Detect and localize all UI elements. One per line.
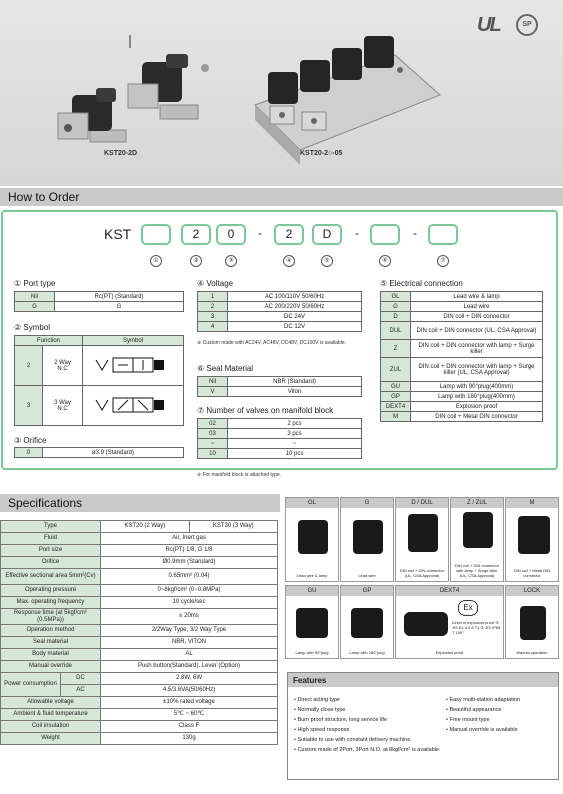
connector-head: GU xyxy=(286,586,338,596)
connector-caption: Lead wire & lamp xyxy=(296,573,328,578)
table-cell: Lamp with 180°plug(400mm) xyxy=(411,392,543,402)
table-cell: 2/2Way Type, 3/2 Way Type xyxy=(101,625,278,637)
table-cell: DIN coil + DIN connector (UL, CSA Approval) xyxy=(411,322,543,340)
table-row xyxy=(1,557,278,569)
port-type-table xyxy=(14,291,184,312)
table-cell: Orifice xyxy=(1,557,101,569)
table-cell: Effective sectional area 5mm²(Cv) xyxy=(1,569,101,585)
table-cell: 02 xyxy=(198,419,228,429)
table-cell: 2 pcs xyxy=(228,419,362,429)
voltage-title: ④ Voltage xyxy=(197,279,234,288)
table-cell: NBR, VITON xyxy=(101,637,278,649)
table-cell: KST20 (2 Way) xyxy=(101,521,190,533)
manifold-note: ※ For manifold block is attached type. xyxy=(197,472,282,478)
code-box-2: 2 xyxy=(181,224,211,245)
table-row xyxy=(1,649,278,661)
port-type-title: ① Port type xyxy=(14,279,56,288)
table-cell: DIN coil + DIN connector with lamp + Surge killer xyxy=(411,340,543,358)
symbol-table xyxy=(14,335,184,426)
feature-item: • High speed response xyxy=(294,727,350,733)
feature-item: • Burn proof structure, long service life xyxy=(294,717,388,723)
table-cell: Nil xyxy=(15,292,55,302)
table-cell: Weight xyxy=(1,733,101,745)
ul-logo: UL xyxy=(477,14,500,36)
code-number-2: ② xyxy=(190,255,202,267)
coil-image xyxy=(404,612,448,636)
coil-image xyxy=(463,512,493,548)
table-row xyxy=(15,292,184,302)
code-number-4: ④ xyxy=(283,255,295,267)
connector-caption: Lead wire xyxy=(358,573,376,578)
table-cell: Operation method xyxy=(1,625,101,637)
connector-head: M xyxy=(506,498,558,508)
table-row xyxy=(198,387,362,397)
table-cell: 10 pcs xyxy=(228,449,362,459)
specifications-title: Specifications xyxy=(8,496,83,510)
table-cell: Push button(Standard), Lever (Option) xyxy=(101,661,278,673)
table-row xyxy=(1,521,278,533)
table-cell: NBR (Standard) xyxy=(228,377,362,387)
table-cell: ≤ 20ms xyxy=(101,609,278,625)
table-row xyxy=(198,312,362,322)
table-cell: GP xyxy=(381,392,411,402)
feature-item: • Manual override is available xyxy=(446,727,518,733)
connector-caption: DIN coil + DIN connector (UL, CSA Approval) xyxy=(399,568,445,578)
coil-image xyxy=(298,520,328,554)
table-row xyxy=(15,346,184,386)
table-row xyxy=(381,392,543,402)
table-row xyxy=(1,609,278,625)
table-cell: G xyxy=(381,302,411,312)
connector-head: LOCK xyxy=(506,586,558,596)
ex-hexagon-icon: Ex xyxy=(458,600,478,616)
feature-item: • Free mount type xyxy=(446,717,490,723)
table-cell: 0.65mm² (0.04) xyxy=(101,569,278,585)
table-cell: DIN coil + DIN connector xyxy=(411,312,543,322)
specifications-header xyxy=(0,494,280,512)
table-row xyxy=(1,597,278,609)
connector-caption: DIN coil + Metal DIN connector xyxy=(513,568,551,578)
table-row xyxy=(15,336,184,346)
table-cell: Port size xyxy=(1,545,101,557)
table-cell: Response time (at 5kgf/cm² (0.5MPa)) xyxy=(1,609,101,625)
coil-image xyxy=(518,516,550,554)
connector-head: Z / ZUL xyxy=(451,498,503,508)
table-cell: Allowable voltage xyxy=(1,697,101,709)
table-cell: KST30 (3 Way) xyxy=(189,521,278,533)
table-cell: AC xyxy=(61,685,101,697)
table-cell: 1 xyxy=(198,292,228,302)
connector-cell-gu xyxy=(285,585,339,659)
table-row xyxy=(1,545,278,557)
table-cell: DC 12V xyxy=(228,322,362,332)
valve-symbol-2way-icon xyxy=(88,350,178,380)
voltage-note: ※ Custom made with AC24V, AC48V, DC48V, DC100V is available. xyxy=(197,340,346,346)
table-row xyxy=(381,302,543,312)
seal-title: ⑥ Seal Material xyxy=(197,364,254,373)
coil-image xyxy=(296,608,328,638)
product-photo-area xyxy=(0,0,563,186)
table-cell: Fluid xyxy=(1,533,101,545)
table-cell: Explosion proof xyxy=(411,402,543,412)
connector-head: DEXT4 xyxy=(396,586,503,596)
symbol-title: ② Symbol xyxy=(14,323,51,332)
table-header: Symbol xyxy=(83,336,184,346)
table-cell: 3 xyxy=(15,386,43,426)
table-cell: Class F xyxy=(101,721,278,733)
code-box-3: 0 xyxy=(216,224,246,245)
table-row xyxy=(198,429,362,439)
table-cell: Lead wire xyxy=(411,302,543,312)
table-cell: Seal material xyxy=(1,637,101,649)
table-cell: AC 200/220V 50/60Hz xyxy=(228,302,362,312)
table-cell: 0 xyxy=(15,448,43,458)
table-row xyxy=(15,302,184,312)
table-row xyxy=(381,292,543,302)
table-cell: ±10% rated voltage xyxy=(101,697,278,709)
seal-table xyxy=(197,376,362,397)
table-cell: GU xyxy=(381,382,411,392)
table-row xyxy=(1,733,278,745)
table-row xyxy=(381,322,543,340)
electrical-title: ⑤ Electrical connection xyxy=(380,279,463,288)
table-row xyxy=(198,322,362,332)
table-cell: Air, Inert gas xyxy=(101,533,278,545)
table-row xyxy=(381,402,543,412)
table-row xyxy=(1,569,278,585)
table-cell: 4.5/3.6VA(50/60Hz) xyxy=(101,685,278,697)
symbol-way: 3 Way xyxy=(54,399,71,406)
connector-caption: Lamp with 180°plug xyxy=(349,650,385,655)
how-to-order-title: How to Order xyxy=(8,190,80,204)
code-box-5: D xyxy=(312,224,342,245)
table-cell: 10 xyxy=(198,449,228,459)
symbol-nc: N.C xyxy=(57,365,68,372)
connector-caption: Manual operation xyxy=(516,650,548,655)
table-row xyxy=(198,377,362,387)
feature-item: • Custom made of 2Port, 3Port N.O. at 8kgf/cm² is available. xyxy=(294,747,441,753)
code-box-1 xyxy=(141,224,171,245)
features-box xyxy=(287,672,559,780)
table-row xyxy=(381,358,543,382)
table-cell xyxy=(43,346,83,386)
connector-cell-gl xyxy=(285,497,339,582)
table-row xyxy=(15,448,184,458)
manifold-title: ⑦ Number of valves on manifold block xyxy=(197,406,334,415)
manifold-table xyxy=(197,418,362,459)
code-dash: - xyxy=(258,226,262,240)
table-row xyxy=(1,661,278,673)
code-box-7 xyxy=(428,224,458,245)
dext4-explosion-text: Level of explosion proof ① JIS Ex d II A T4 ② JIS IP65 T 100° xyxy=(452,620,501,635)
table-row xyxy=(1,709,278,721)
table-row xyxy=(381,312,543,322)
symbol-way: 2 Way xyxy=(54,359,71,366)
table-cell: 130g xyxy=(101,733,278,745)
feature-item: • Easy multi-station adaptation xyxy=(446,697,521,703)
table-cell: 4 xyxy=(198,322,228,332)
features-title: Features xyxy=(288,673,558,687)
table-cell: 5℃ ~ 60℃ xyxy=(101,709,278,721)
table-cell: Viton xyxy=(228,387,362,397)
table-cell: Max. operating frequency xyxy=(1,597,101,609)
table-row xyxy=(198,302,362,312)
connector-cell-lock xyxy=(505,585,559,659)
table-cell: AL xyxy=(101,649,278,661)
table-row xyxy=(1,697,278,709)
coil-image xyxy=(520,606,546,640)
table-row xyxy=(1,585,278,597)
table-cell: ZUL xyxy=(381,358,411,382)
code-box-6 xyxy=(370,224,400,245)
code-dash: - xyxy=(355,226,359,240)
table-cell: ~ xyxy=(198,439,228,449)
table-cell: DIN coil + Metal DIN connector xyxy=(411,412,543,422)
connector-cell-gp xyxy=(340,585,394,659)
table-cell: M xyxy=(381,412,411,422)
table-row xyxy=(1,625,278,637)
table-cell: Coil insulation xyxy=(1,721,101,733)
table-cell: Rc(PT) (Standard) xyxy=(55,292,184,302)
label-kst20-manifold: KST20-2○-05 xyxy=(300,150,343,157)
table-cell xyxy=(83,386,184,426)
table-cell: 2.8W, 6W xyxy=(101,673,278,685)
orifice-title: ③ Orifice xyxy=(14,436,47,445)
table-cell: Lamp with 90°plug(400mm) xyxy=(411,382,543,392)
electrical-table xyxy=(380,291,543,422)
table-cell: V xyxy=(198,387,228,397)
table-row xyxy=(1,673,278,685)
table-cell: DC 24V xyxy=(228,312,362,322)
table-row xyxy=(198,419,362,429)
table-cell: Manual override xyxy=(1,661,101,673)
coil-image xyxy=(408,514,438,552)
coil-image xyxy=(353,520,383,554)
coil-image xyxy=(351,608,383,638)
table-cell: Operating pressure xyxy=(1,585,101,597)
connector-cell-m xyxy=(505,497,559,582)
csa-logo: SP xyxy=(516,14,538,36)
table-cell: Rc(PT) 1/8, G 1/8 xyxy=(101,545,278,557)
table-cell: 10 cycle/sec xyxy=(101,597,278,609)
connector-caption: Lamp with 90°plug xyxy=(295,650,329,655)
table-cell: AC 100/110V 50/60Hz xyxy=(228,292,362,302)
specifications-table xyxy=(0,520,278,745)
feature-item: • Beautiful appearance xyxy=(446,707,502,713)
table-cell: 3 pcs xyxy=(228,429,362,439)
voltage-table xyxy=(197,291,362,332)
table-cell: Z xyxy=(381,340,411,358)
table-cell: 03 xyxy=(198,429,228,439)
connector-cell-dext4 xyxy=(395,585,504,659)
table-cell: DIN coil + DIN connector with lamp + Surge killer (UL, CSA Approval) xyxy=(411,358,543,382)
code-dash: - xyxy=(413,226,417,240)
valve-symbol-3way-icon xyxy=(88,390,178,420)
orifice-table xyxy=(14,447,184,458)
table-cell: DUL xyxy=(381,322,411,340)
connector-cell-z-zul xyxy=(450,497,504,582)
table-cell: 2 xyxy=(15,346,43,386)
code-number-5: ⑤ xyxy=(321,255,333,267)
table-row xyxy=(1,721,278,733)
code-number-3: ③ xyxy=(225,255,237,267)
label-kst20-2d: KST20-2D xyxy=(104,150,138,157)
connector-head: G xyxy=(341,498,393,508)
connector-caption: DIN coil + DIN connector with lamp + Surge killer (UL, CSA Approval) xyxy=(454,563,500,578)
table-cell: ø3.9 (Standard) xyxy=(43,448,184,458)
table-row xyxy=(381,340,543,358)
table-cell: 3 xyxy=(198,312,228,322)
connector-head: GL xyxy=(286,498,338,508)
table-cell: Power consumption xyxy=(1,673,61,697)
table-row xyxy=(198,292,362,302)
connector-cell-g xyxy=(340,497,394,582)
table-cell: DC xyxy=(61,673,101,685)
table-row xyxy=(381,382,543,392)
table-header: Function xyxy=(15,336,83,346)
code-number-7: ⑦ xyxy=(437,255,449,267)
table-cell: 2 xyxy=(198,302,228,312)
feature-item: • Suitable to use with constant delivery machine. xyxy=(294,737,412,743)
table-cell: G xyxy=(55,302,184,312)
table-row xyxy=(198,449,362,459)
table-cell xyxy=(43,386,83,426)
feature-item: • Normally close type xyxy=(294,707,346,713)
code-box-4: 2 xyxy=(274,224,304,245)
table-row xyxy=(198,439,362,449)
feature-item: • Direct acting type xyxy=(294,697,340,703)
table-row xyxy=(15,386,184,426)
table-cell: GL xyxy=(381,292,411,302)
table-cell: Lead wire & lamp xyxy=(411,292,543,302)
table-cell: Body material xyxy=(1,649,101,661)
table-cell: DEXT4 xyxy=(381,402,411,412)
table-row xyxy=(1,533,278,545)
code-prefix: KST xyxy=(104,226,132,242)
connector-head: D / DUL xyxy=(396,498,448,508)
table-cell xyxy=(83,346,184,386)
table-cell: 0~8kgf/cm² (0~0.8MPa) xyxy=(101,585,278,597)
connector-cell-d-dul xyxy=(395,497,449,582)
table-cell: Ambient & fluid temperature xyxy=(1,709,101,721)
table-cell: ~ xyxy=(228,439,362,449)
table-cell: G xyxy=(15,302,55,312)
table-row xyxy=(1,637,278,649)
table-cell: D xyxy=(381,312,411,322)
table-row xyxy=(381,412,543,422)
connector-caption: Explosion proof xyxy=(435,650,464,655)
how-to-order-header xyxy=(0,188,563,206)
table-cell: Nil xyxy=(198,377,228,387)
code-number-1: ① xyxy=(150,255,162,267)
symbol-nc: N.C xyxy=(57,405,68,412)
code-number-6: ⑥ xyxy=(379,255,391,267)
table-cell: Ø0.9mm (Standard) xyxy=(101,557,278,569)
table-cell: Type xyxy=(1,521,101,533)
connector-head: GP xyxy=(341,586,393,596)
